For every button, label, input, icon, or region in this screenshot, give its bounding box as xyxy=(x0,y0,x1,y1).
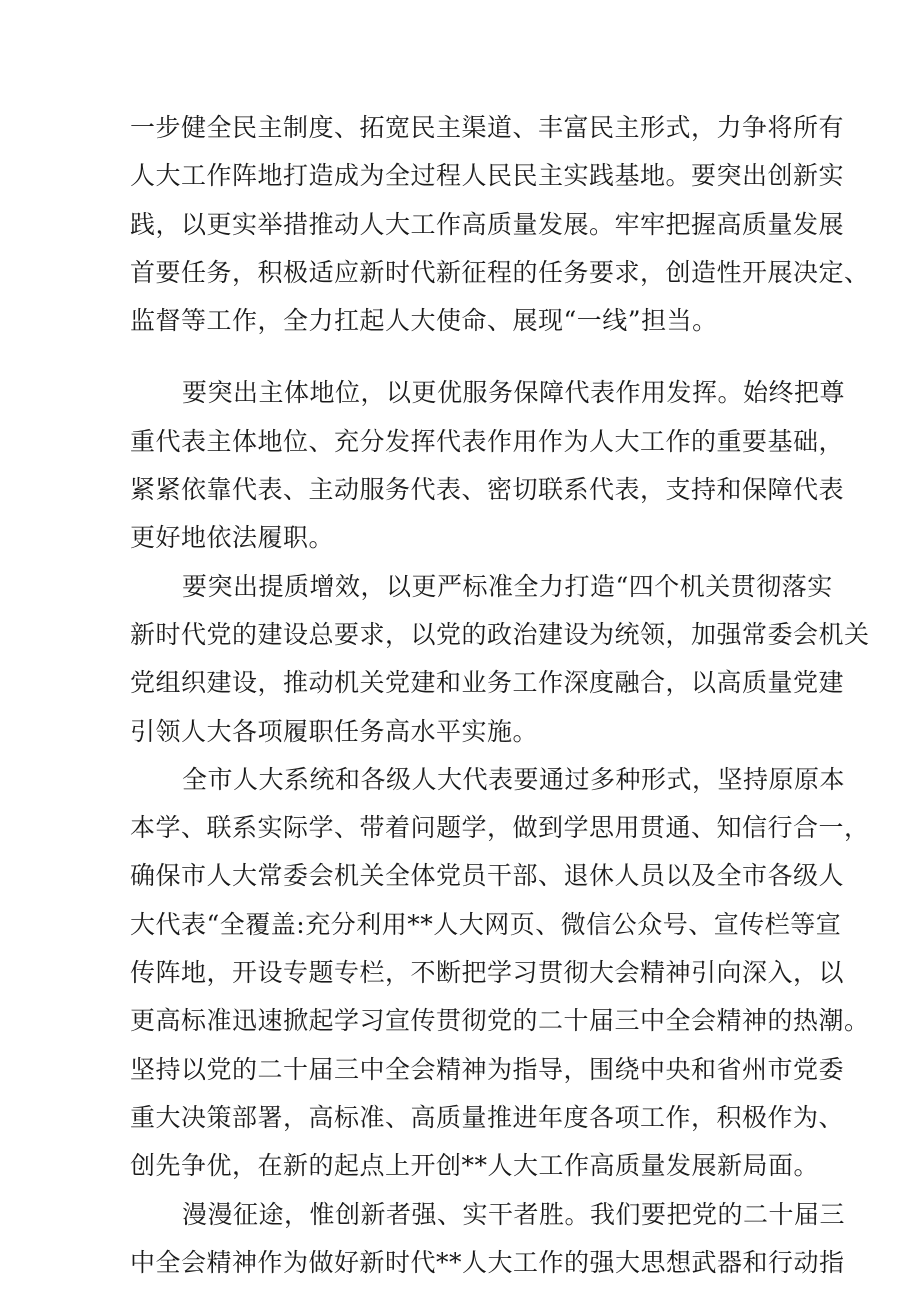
text-line: 本学、联系实际学、带着问题学，做到学思用贯通、知信行合一， xyxy=(130,813,870,843)
text-line: 重代表主体地位、充分发挥代表作用作为人大工作的重要基础， xyxy=(130,426,845,456)
text-line: 要突出主体地位，以更优服务保障代表作用发挥。始终把尊 xyxy=(182,378,846,408)
text-line: 紧紧依靠代表、主动服务代表、密切联系代表，支持和保障代表 xyxy=(130,475,845,505)
text-line: 传阵地，开设专题专栏，不断把学习贯彻大会精神引向深入，以 xyxy=(130,958,845,988)
paragraph-3 xyxy=(130,563,870,756)
paragraph-1 xyxy=(130,104,870,345)
text-line: 漫漫征途，惟创新者强、实干者胜。我们要把党的二十届三 xyxy=(182,1199,846,1229)
text-line: 大代表“全覆盖:充分利用**人大网页、微信公众号、宣传栏等宣 xyxy=(130,909,842,939)
text-line: 党组织建设，推动机关党建和业务工作深度融合，以高质量党建 xyxy=(130,668,845,698)
paragraph-4 xyxy=(130,756,870,1191)
text-line: 更高标准迅速掀起学习宣传贯彻党的二十届三中全会精神的热潮。 xyxy=(130,1006,870,1036)
text-line: 确保市人大常委会机关全体党员干部、退休人员以及全市各级人 xyxy=(130,861,845,891)
text-line: 新时代党的建设总要求，以党的政治建设为统领，加强常委会机关 xyxy=(130,619,870,649)
paragraph-2 xyxy=(130,369,846,562)
text-line: 创先争优，在新的起点上开创**人大工作高质量发展新局面。 xyxy=(130,1151,820,1181)
text-line: 人大工作阵地打造成为全过程人民民主实践基地。要突出创新实 xyxy=(130,161,845,191)
text-line: 中全会精神作为做好新时代**人大工作的强大思想武器和行动指 xyxy=(130,1247,845,1277)
text-line: 首要任务，积极适应新时代新征程的任务要求，创造性开展决定、 xyxy=(130,257,870,287)
document-body xyxy=(130,104,870,1287)
text-line: 引领人大各项履职任务高水平实施。 xyxy=(130,716,539,746)
text-line: 坚持以党的二十届三中全会精神为指导，围绕中央和省州市党委 xyxy=(130,1054,845,1084)
paragraph-5 xyxy=(130,1191,846,1288)
text-line: 全市人大系统和各级人大代表要通过多种形式，坚持原原本 xyxy=(182,764,846,794)
paragraph-gap xyxy=(130,345,795,369)
text-line: 更好地依法履职。 xyxy=(130,523,335,553)
text-line: 一步健全民主制度、拓宽民主渠道、丰富民主形式，力争将所有 xyxy=(130,113,845,142)
text-line: 践，以更实举措推动人大工作高质量发展。牢牢把握高质量发展 xyxy=(130,209,845,239)
text-line: 重大决策部署，高标准、高质量推进年度各项工作，积极作为、 xyxy=(130,1102,845,1132)
text-line: 监督等工作，全力扛起人大使命、展现“一线”担当。 xyxy=(130,306,718,336)
text-line: 要突出提质增效，以更严标准全力打造“四个机关贯彻落实 xyxy=(182,571,833,601)
